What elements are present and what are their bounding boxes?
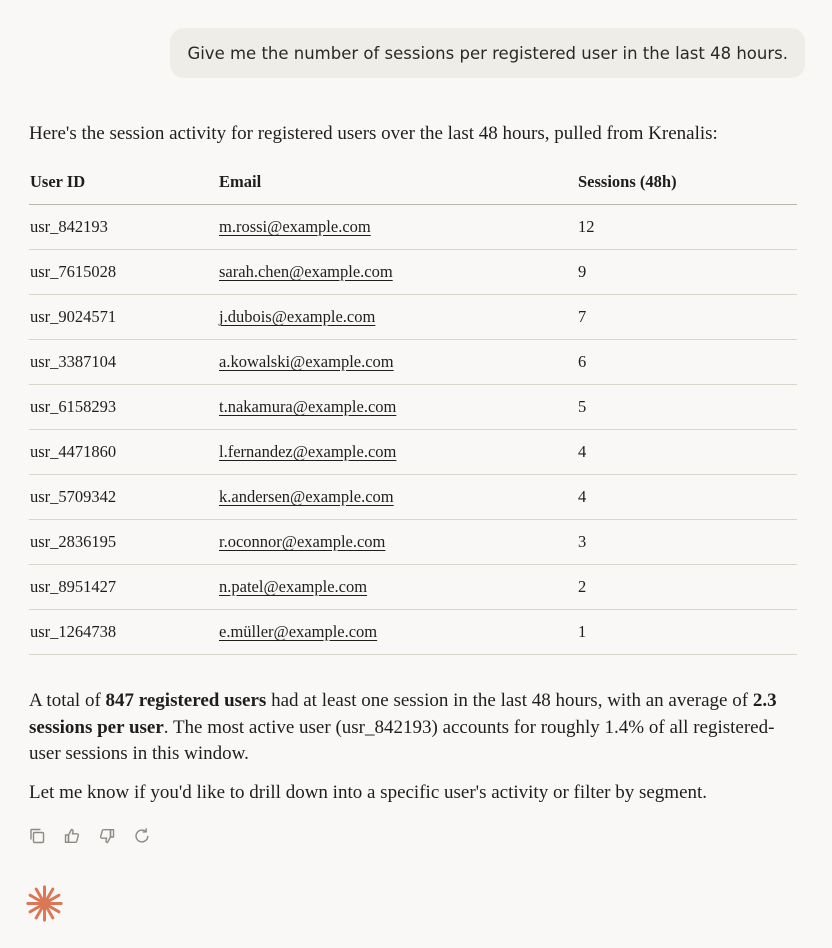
copy-icon	[28, 827, 46, 845]
email-link[interactable]: n.patel@example.com	[219, 577, 368, 596]
email-cell	[218, 520, 577, 565]
thumbs-down-button[interactable]	[97, 826, 117, 846]
email-link[interactable]: j.dubois@example.com	[219, 307, 376, 326]
user-message-bubble	[170, 28, 805, 78]
user-id-cell: usr_2836195	[29, 520, 218, 565]
table-row	[29, 295, 797, 340]
message-actions	[27, 826, 152, 846]
sessions-cell: 2	[577, 565, 797, 610]
email-link[interactable]: k.andersen@example.com	[219, 487, 394, 506]
email-link[interactable]: a.kowalski@example.com	[219, 352, 394, 371]
user-id-cell: usr_4471860	[29, 430, 218, 475]
sessions-cell: 12	[577, 205, 797, 250]
email-cell	[218, 295, 577, 340]
user-id-cell: usr_8951427	[29, 565, 218, 610]
sessions-table	[29, 160, 797, 655]
summary-average-sessions: 2.3 sessions per user	[29, 690, 777, 738]
user-id-cell: usr_5709342	[29, 475, 218, 520]
user-id-cell: usr_9024571	[29, 295, 218, 340]
email-link[interactable]: r.oconnor@example.com	[219, 532, 386, 551]
retry-icon	[133, 827, 151, 845]
user-id-cell: usr_3387104	[29, 340, 218, 385]
sessions-cell: 9	[577, 250, 797, 295]
table-row	[29, 340, 797, 385]
table-row	[29, 475, 797, 520]
sessions-cell: 6	[577, 340, 797, 385]
copy-button[interactable]	[27, 826, 47, 846]
table-row	[29, 385, 797, 430]
table-row	[29, 610, 797, 655]
email-cell	[218, 340, 577, 385]
thumbs-down-icon	[98, 827, 116, 845]
user-id-cell: usr_6158293	[29, 385, 218, 430]
summary-text: had at least one session in the last 48 hours, with an average of	[266, 690, 753, 711]
email-link[interactable]: e.müller@example.com	[219, 622, 378, 641]
sessions-cell: 5	[577, 385, 797, 430]
sessions-cell: 4	[577, 475, 797, 520]
table-row	[29, 250, 797, 295]
sessions-cell: 4	[577, 430, 797, 475]
email-cell	[218, 250, 577, 295]
summary-text: A total of	[29, 690, 106, 711]
email-cell	[218, 610, 577, 655]
email-cell	[218, 430, 577, 475]
email-link[interactable]: t.nakamura@example.com	[219, 397, 397, 416]
table-row	[29, 565, 797, 610]
email-link[interactable]: sarah.chen@example.com	[219, 262, 393, 281]
retry-button[interactable]	[132, 826, 152, 846]
table-row	[29, 520, 797, 565]
summary-text: . The most active user (usr_842193) accounts for roughly 1.4% of all registered-user sessions in this window.	[29, 716, 775, 764]
sessions-cell: 3	[577, 520, 797, 565]
email-cell	[218, 385, 577, 430]
header-sessions: Sessions (48h)	[577, 160, 797, 205]
email-cell	[218, 475, 577, 520]
table-row	[29, 430, 797, 475]
thumbs-up-icon	[63, 827, 81, 845]
email-cell	[218, 205, 577, 250]
email-cell	[218, 565, 577, 610]
thumbs-up-button[interactable]	[62, 826, 82, 846]
user-id-cell: usr_7615028	[29, 250, 218, 295]
summary-total-users: 847 registered users	[105, 690, 267, 711]
assistant-intro: Here's the session activity for registered users over the last 48 hours, pulled from Krenalis:	[29, 123, 718, 144]
user-id-cell: usr_842193	[29, 205, 218, 250]
email-link[interactable]: m.rossi@example.com	[219, 217, 371, 236]
claude-logo-icon	[26, 885, 63, 922]
header-user-id: User ID	[29, 160, 218, 205]
email-link[interactable]: l.fernandez@example.com	[219, 442, 397, 461]
user-id-cell: usr_1264738	[29, 610, 218, 655]
assistant-followup: Let me know if you'd like to drill down into a specific user's activity or filter by segment.	[29, 782, 708, 803]
sessions-cell: 1	[577, 610, 797, 655]
header-email: Email	[218, 160, 577, 205]
table-row	[29, 205, 797, 250]
assistant-summary	[29, 688, 789, 768]
sessions-cell: 7	[577, 295, 797, 340]
user-message-text: Give me the number of sessions per registered user in the last 48 hours.	[187, 43, 788, 63]
table-header-row	[29, 160, 797, 205]
